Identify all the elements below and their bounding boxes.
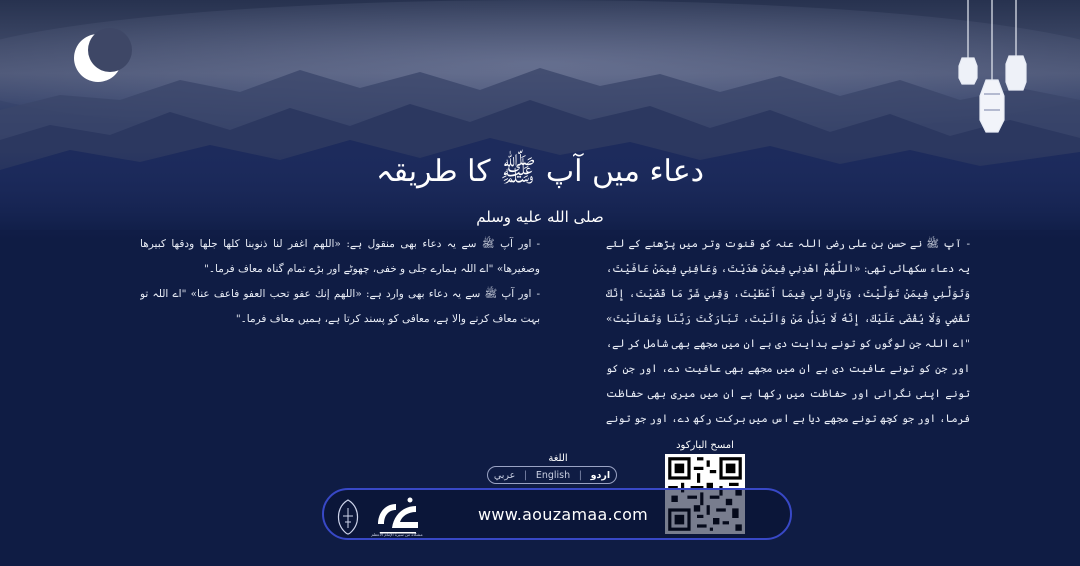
emblem-logo-icon — [333, 498, 363, 536]
language-label: اللغة — [548, 453, 568, 464]
page-subtitle: صلى الله عليه وسلم — [476, 208, 604, 226]
website-link[interactable]: www.aouzamaa.com — [478, 505, 649, 524]
paragraph-afw-dua — [140, 282, 540, 332]
left-text-column — [140, 232, 540, 352]
paragraph-forgiveness-dua — [140, 232, 540, 282]
paragraph-qunut-dua — [606, 232, 970, 437]
language-option-english[interactable]: English — [535, 469, 571, 481]
right-text-column — [606, 232, 970, 437]
bullet-icon: - — [536, 238, 540, 250]
qr-label: امسح الباركود — [676, 440, 734, 451]
logo-caption: مشكاة من سيرة الإمام الأعظم — [371, 532, 423, 537]
divider: | — [523, 469, 528, 481]
paragraph-text: اور آپ ﷺ سے یہ دعاء بھی منقول ہے: «اللهم اغفر لنا ذنوبنا كلها جلها ودقها كبيرها وصغيرها» "اے اللہ ہمارے جلی و خفی، چھوٹے اور بڑے تمام گناہ معاف فرما۔" — [140, 238, 540, 275]
language-option-arabic[interactable]: عربي — [493, 469, 516, 481]
divider: | — [578, 469, 582, 481]
language-option-urdu[interactable]: اردو — [590, 469, 611, 481]
paragraph-text: اور آپ ﷺ سے یہ دعاء بھی وارد ہے: «اللهم إنك عفو تحب العفو فاعف عنا» "اے اللہ تو بہت معاف کرنے والا ہے، معافی کو پسند کرتا ہے، ہمیں معاف فرما۔" — [140, 288, 540, 325]
language-selector — [487, 466, 617, 484]
bullet-icon: - — [966, 238, 970, 250]
paragraph-text: آپ ﷺ نے حسن بن علی رضی اللہ عنہ کو قنوت وتر میں پڑھنے کے لئے یہ دعاء سکھائی تھی: «اللَّهُمَّ اهْدِنِي فِيمَنْ هَدَيْتَ، وَعَافِنِي فِيمَنْ عَافَيْتَ، وَتَوَلَّنِي فِيمَنْ تَوَلَّيْتَ، وَبَارِكْ لِي فِيمَا أَعْطَيْتَ، وَقِنِي شَرَّ مَا قَضَيْتَ، إِنَّكَ تَقْضِي وَلَا يُقْضَى عَلَيْكَ، إِنَّهُ لَا يَذِلُّ مَنْ وَالَيْتَ، تَبَارَكْتَ رَبَّنَا وَتَعَالَيْتَ» "اے اللہ جن لوگوں کو تونے ہدایت دی ہے ان میں مجھے بھی شامل کر لے، اور جن کو تونے عافیت دی ہے ان میں مجھے بھی عافیت دے، اور جن کو تونے اپنی نگرانی اور حفاظت میں رکھا ہے ان میں میری بھی حفاظت فرما، اور جو کچھ تونے مجھے دیا ہے اس میں برکت رکھ دے، اور جو تونے — [606, 238, 970, 425]
page-title: دعاء میں آپ ﷺ کا طریقہ — [376, 154, 704, 189]
bullet-icon: - — [536, 288, 540, 300]
